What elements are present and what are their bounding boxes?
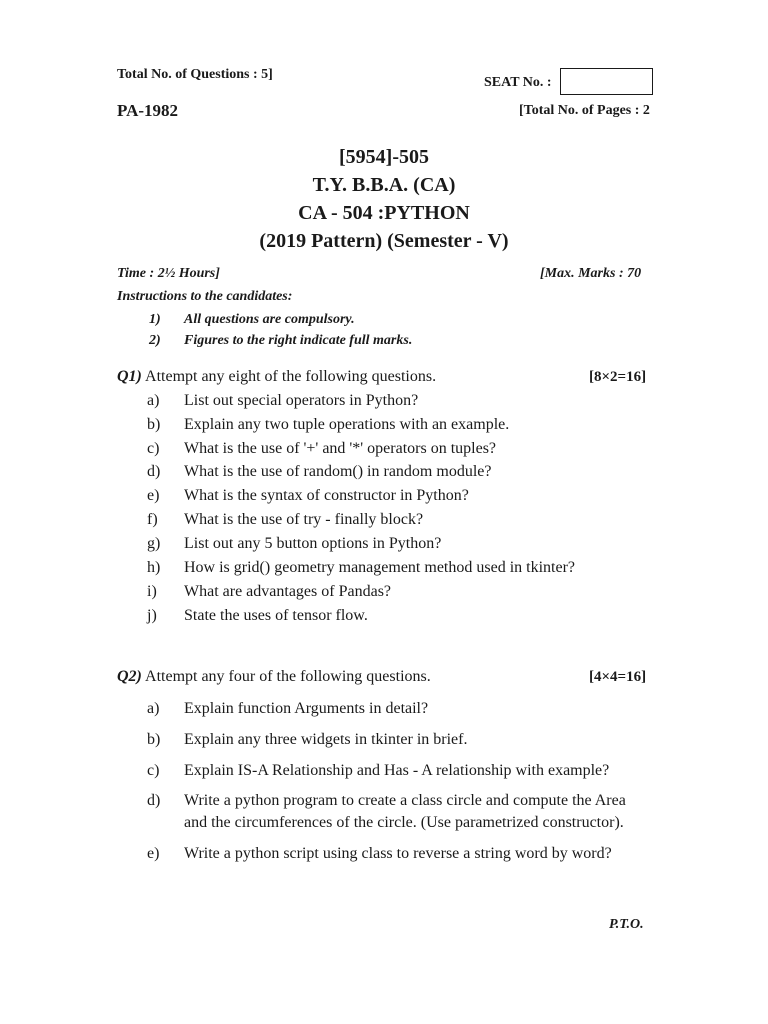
- item-letter: a): [147, 392, 160, 409]
- item-text: State the uses of tensor flow.: [184, 607, 368, 624]
- item-letter: e): [147, 845, 160, 862]
- item-text: Write a python script using class to reverse a string word by word?: [184, 845, 612, 862]
- item-text: What is the use of '+' and '*' operators on tuples?: [184, 440, 497, 457]
- subject-title: CA - 504 :PYTHON: [298, 202, 470, 224]
- seat-label: SEAT No. :: [484, 75, 552, 90]
- list-item-continuation: and the circumferences of the circle. (Use parametrized constructor).: [184, 814, 624, 831]
- question-number: Q2): [117, 668, 142, 685]
- question-number: Q1): [117, 368, 142, 385]
- item-letter: b): [147, 731, 161, 748]
- instruction-text: All questions are compulsory.: [184, 312, 355, 327]
- item-text: Write a python program to create a class circle and compute the Area: [184, 792, 626, 809]
- item-letter: b): [147, 416, 161, 433]
- item-text: What is the use of try - finally block?: [184, 511, 424, 528]
- item-letter: d): [147, 463, 161, 480]
- item-letter: d): [147, 792, 161, 809]
- time-allowed: Time : 2½ Hours]: [117, 266, 220, 281]
- item-letter: i): [147, 583, 157, 600]
- max-marks: [Max. Marks : 70: [540, 266, 642, 281]
- item-letter: h): [147, 559, 161, 576]
- item-letter: g): [147, 535, 161, 552]
- total-questions: Total No. of Questions : 5]: [117, 67, 273, 82]
- item-text: What is the use of random() in random module?: [184, 463, 492, 480]
- item-text: How is grid() geometry management method used in tkinter?: [184, 559, 576, 576]
- question-1-heading: [117, 368, 436, 386]
- pattern-title: (2019 Pattern) (Semester - V): [259, 230, 509, 252]
- question-2-heading: [117, 668, 431, 686]
- seat-number-box: [560, 68, 653, 95]
- question-1-marks: [8×2=16]: [589, 369, 647, 385]
- item-text: List out special operators in Python?: [184, 392, 419, 409]
- paper-code: PA-1982: [117, 101, 179, 120]
- question-text: Attempt any eight of the following questions.: [145, 368, 437, 385]
- instruction-number: 2): [149, 333, 161, 348]
- course-title: T.Y. B.B.A. (CA): [312, 174, 456, 196]
- item-text: What is the syntax of constructor in Python?: [184, 487, 469, 504]
- item-text: List out any 5 button options in Python?: [184, 535, 442, 552]
- question-text: Attempt any four of the following questions.: [145, 668, 431, 685]
- item-letter: c): [147, 440, 160, 457]
- question-2-marks: [4×4=16]: [589, 669, 647, 685]
- item-letter: a): [147, 700, 160, 717]
- item-text: Explain IS-A Relationship and Has - A relationship with example?: [184, 762, 610, 779]
- item-text: Explain function Arguments in detail?: [184, 700, 429, 717]
- item-letter: j): [147, 607, 157, 624]
- total-pages: [Total No. of Pages : 2: [519, 103, 650, 118]
- item-text: What are advantages of Pandas?: [184, 583, 392, 600]
- item-text: Explain any two tuple operations with an example.: [184, 416, 510, 433]
- item-letter: e): [147, 487, 160, 504]
- instruction-number: 1): [149, 312, 161, 327]
- instructions-heading: Instructions to the candidates:: [117, 289, 293, 304]
- exam-code: [5954]-505: [339, 146, 429, 168]
- item-text: Explain any three widgets in tkinter in brief.: [184, 731, 468, 748]
- item-letter: f): [147, 511, 158, 528]
- page-turn-over: P.T.O.: [609, 917, 644, 932]
- item-letter: c): [147, 762, 160, 779]
- instruction-text: Figures to the right indicate full marks.: [184, 333, 413, 348]
